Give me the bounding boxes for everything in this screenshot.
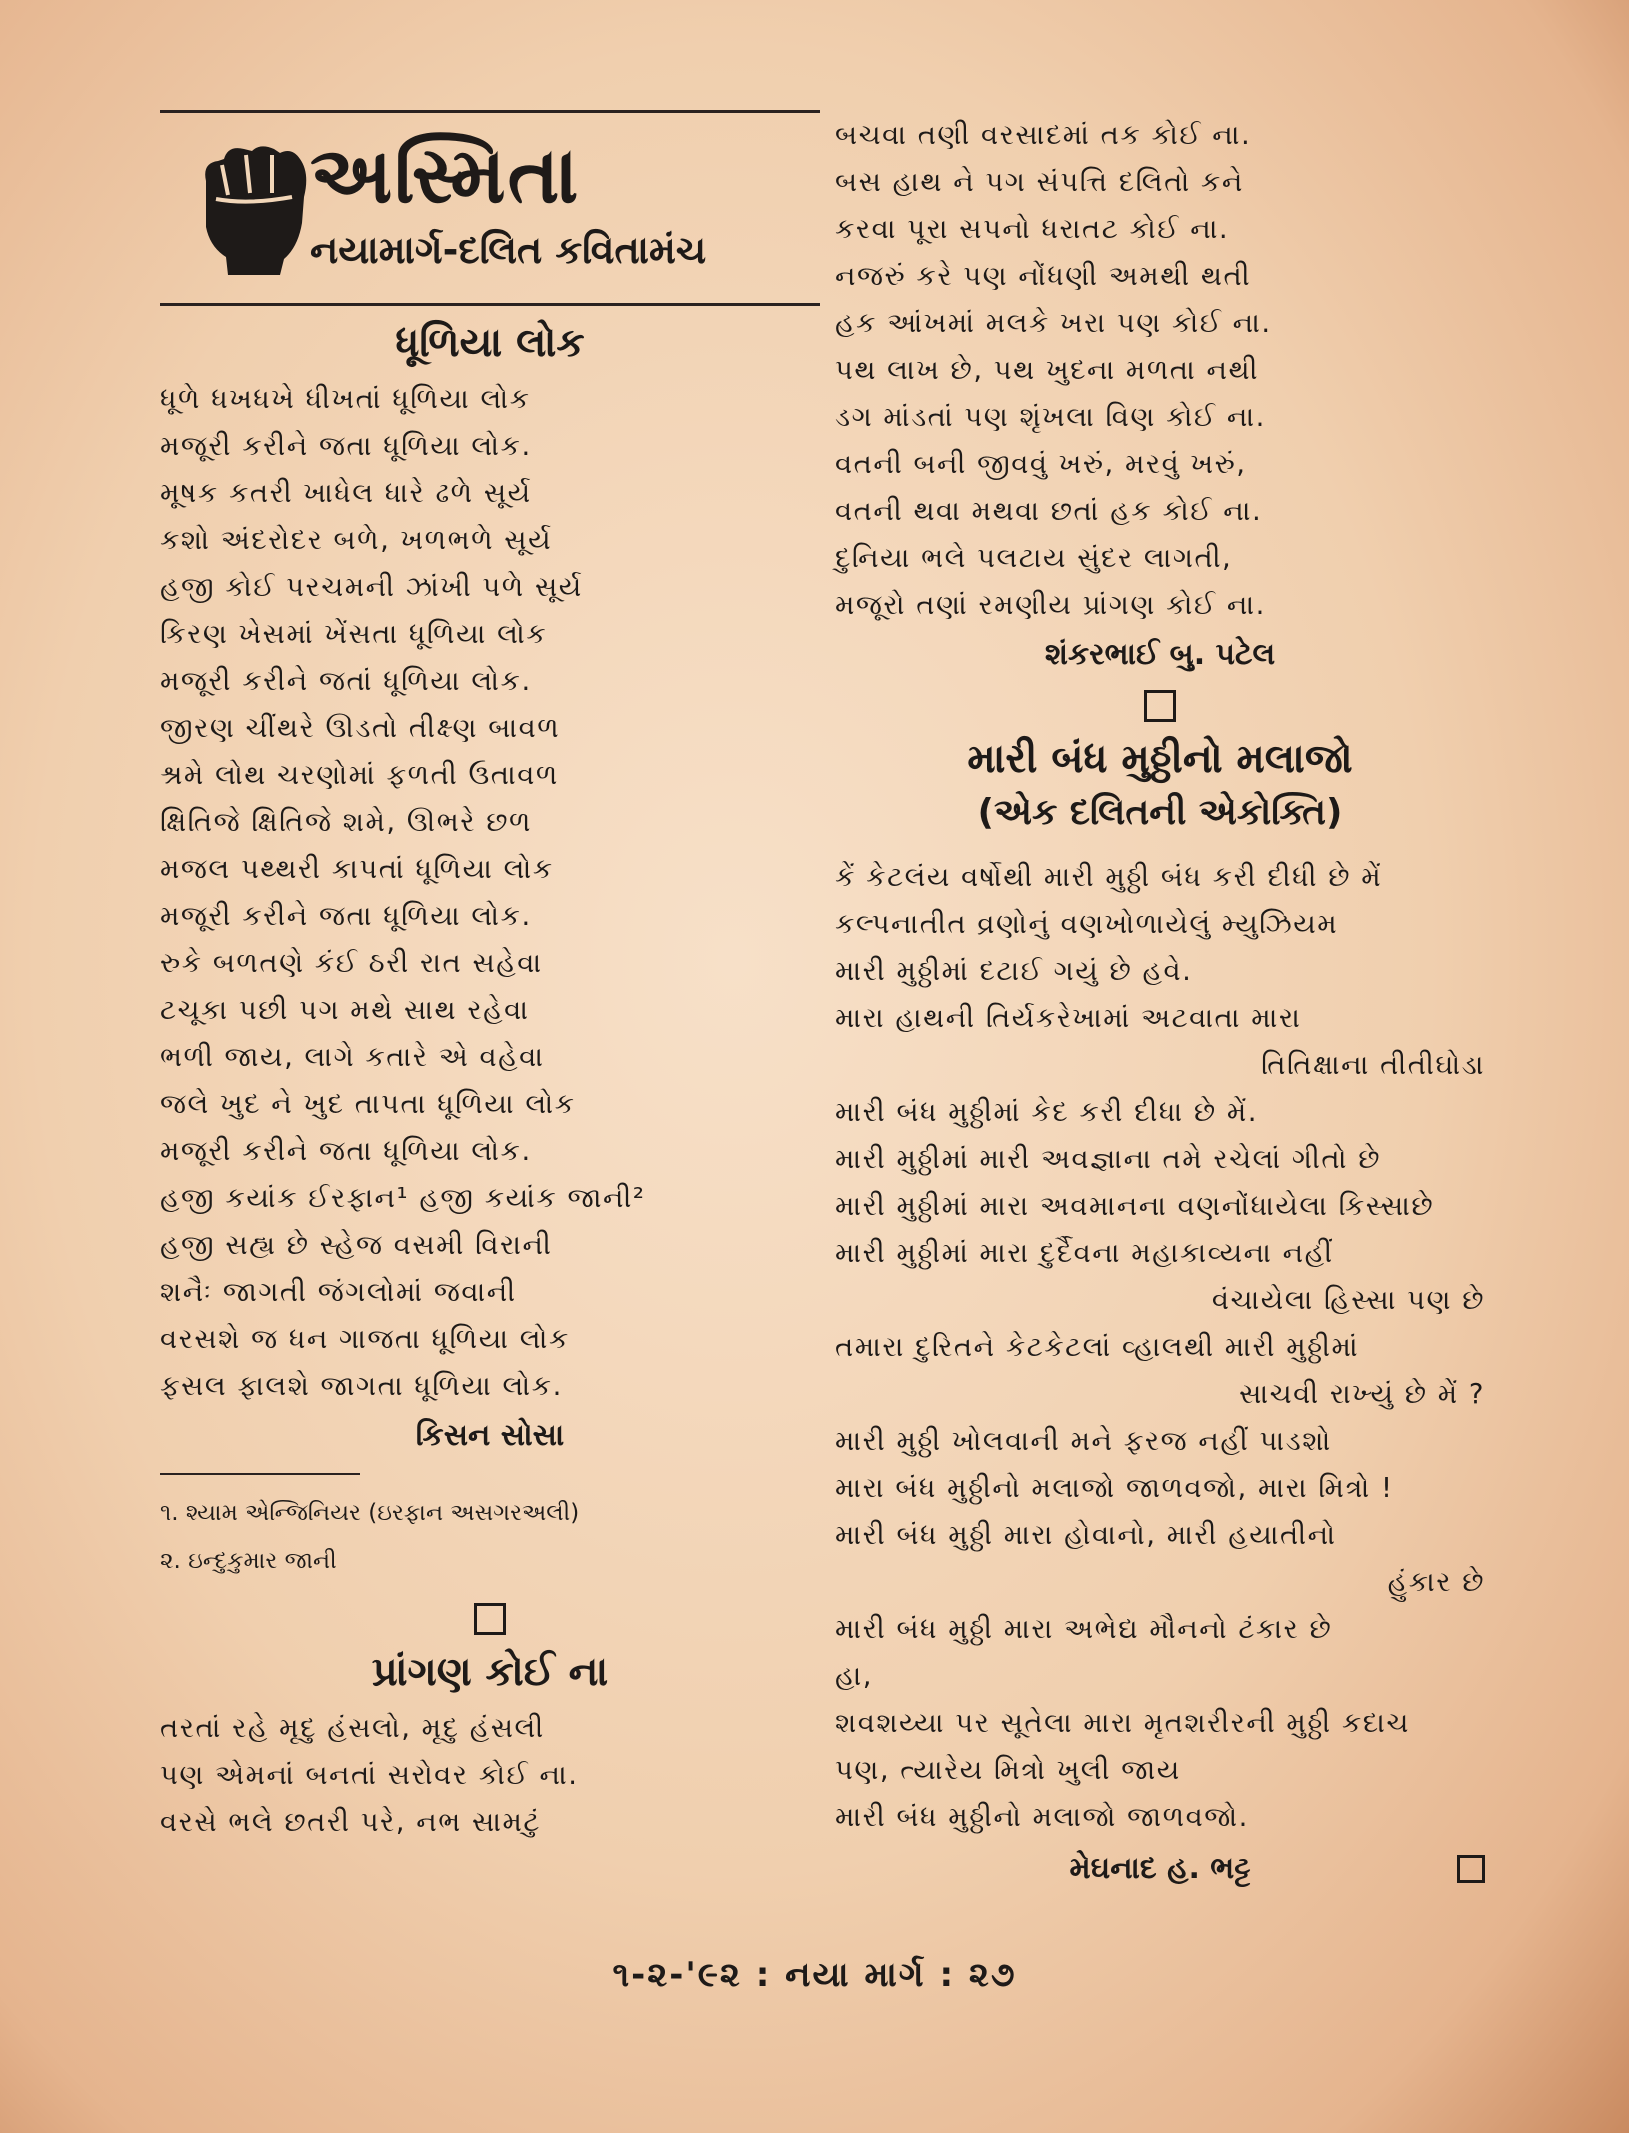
poem2-lines-left: [160, 1705, 820, 1846]
poem-line: વતની થવા મથવા છતાં હક કોઈ ના.: [835, 495, 1263, 527]
poem-line: હુંકાર છે: [1387, 1566, 1485, 1598]
poem-line: મજૂરી કરીને જતાં ધૂળિયા લોક.: [160, 665, 532, 697]
poem-line: વરસે ભલે છતરી પરે, નભ સામટું: [160, 1806, 541, 1838]
poem-line: હક આંખમાં મલકે ખરા પણ કોઈ ના.: [835, 307, 1272, 339]
poem-line: શવશય્યા પર સૂતેલા મારા મૃતશરીરની મુઠ્ઠી કદાચ: [835, 1707, 1410, 1739]
poem-line: મારી બંધ મુઠ્ઠી મારા અભેદ્ય મૌનનો ટંકાર છે: [835, 1613, 1333, 1645]
poem-line: સાચવી રાખ્યું છે મેં ?: [1239, 1378, 1485, 1410]
masthead-brand: અસ્મિતા: [310, 131, 581, 221]
poem1-footnotes: [160, 1489, 820, 1585]
poem-line: શનૈઃ જાગતી જંગલોમાં જવાની: [160, 1276, 517, 1308]
poem-line: તરતાં રહે મૃદુ હંસલો, મૃદુ હંસલી: [160, 1712, 545, 1744]
poem1-lines: [160, 376, 820, 1410]
poem-line: મારી મુઠ્ઠીમાં મારી અવજ્ઞાના તમે રચેલાં ગીતો છે: [835, 1143, 1381, 1175]
section-separator-box: [1144, 690, 1176, 722]
poem-line: મારી બંધ મુઠ્ઠીમાં કેદ કરી દીધા છે મેં.: [835, 1096, 1259, 1128]
poem-line: ફસલ ફાલશે જાગતા ધૂળિયા લોક.: [160, 1370, 563, 1402]
poem-line: પથ લાખ છે, પથ ખુદના મળતા નથી: [835, 354, 1259, 386]
poem-line: મજલ પથ્થરી કાપતાં ધૂળિયા લોક: [160, 853, 554, 885]
poem-line: મારી મુઠ્ઠીમાં દટાઈ ગયું છે હવે.: [835, 955, 1193, 987]
poem-line: વંચાયેલા હિસ્સા પણ છે: [1211, 1284, 1485, 1316]
poem-line: પણ એમનાં બનતાં સરોવર કોઈ ના.: [160, 1759, 579, 1791]
poem-line: શ્રમે લોથ ચરણોમાં ફળતી ઉતાવળ: [160, 759, 559, 791]
poem-line: પણ, ત્યારેય મિત્રો ખુલી જાય: [835, 1754, 1181, 1786]
poem-line: હજી કોઈ પરચમની ઝાંખી પળે સૂર્ય: [160, 571, 583, 603]
poem-line: રુકે બળતણે કંઈ ઠરી રાત સહેવા: [160, 947, 543, 979]
poem1-author: કિસન સોસા: [415, 1418, 565, 1453]
poem-line: હા,: [835, 1660, 874, 1692]
poem-line: મારી મુઠ્ઠીમાં મારા દુર્દૈવના મહાકાવ્યના નહીં: [835, 1237, 1334, 1269]
poem-line: કેં કેટલંય વર્ષોથી મારી મુઠ્ઠી બંધ કરી દીધી છે મેં: [835, 861, 1383, 893]
poem3-lines: [835, 854, 1485, 1841]
poem-line: મજૂરો તણાં રમણીય પ્રાંગણ કોઈ ના.: [835, 589, 1266, 621]
poem-line: મજૂરી કરીને જતા ધૂળિયા લોક.: [160, 430, 532, 462]
poem-line: ભળી જાય, લાગે કતારે એ વહેવા: [160, 1041, 545, 1073]
poem3-title: મારી બંધ મુઠ્ઠીનો મલાજો: [967, 736, 1353, 782]
raised-fist-icon: [188, 143, 313, 278]
poem-line: મારા હાથની તિર્યકરેખામાં અટવાતા મારા: [835, 1002, 1302, 1034]
poem-line: બચવા તણી વરસાદમાં તક કોઈ ના.: [835, 119, 1252, 151]
poem-line: કશો અંદરોદર બળે, ખળભળે સૂર્ય: [160, 524, 553, 556]
poem-line: ડગ માંડતાં પણ શૃંખલા વિણ કોઈ ના.: [835, 401, 1266, 433]
end-mark-box: [1457, 1855, 1485, 1883]
footnote-rule: [160, 1473, 360, 1475]
poem-line: મારા બંધ મુઠ્ઠીનો મલાજો જાળવજો, મારા મિત્રો !: [835, 1472, 1394, 1504]
poem-line: મારી મુઠ્ઠી ખોલવાની મને ફરજ નહીં પાડશો: [835, 1425, 1332, 1457]
poem-line: મૂષક કતરી ખાધેલ ધારે ઢળે સૂર્ય: [160, 477, 532, 509]
poem-line: મારી બંધ મુઠ્ઠી મારા હોવાનો, મારી હયાતીનો: [835, 1519, 1337, 1551]
right-column: [835, 112, 1485, 1886]
poem-line: બસ હાથ ને પગ સંપત્તિ દલિતો કને: [835, 166, 1244, 198]
poem1-title: ધૂળિયા લોક: [395, 320, 585, 366]
poem-line: તમારા દુરિતને કેટકેટલાં વ્હાલથી મારી મુઠ્ઠીમાં: [835, 1331, 1360, 1363]
section-separator-box: [474, 1603, 506, 1635]
page-footer: ૧-૨-'૯૨ : નયા માર્ગ : ૨૭: [612, 1955, 1017, 1995]
masthead-bottom-rule: [160, 303, 820, 306]
poem-line: ધૂળે ધખધખે ધીખતાં ધૂળિયા લોક: [160, 383, 531, 415]
poem-line: કલ્પનાતીત વ્રણોનું વણખોળાયેલું મ્યુઝિયમ: [835, 908, 1339, 940]
poem-line: હજી સહ્ય છે સ્હેજ વસમી વિરાની: [160, 1229, 553, 1261]
poem-line: વતની બની જીવવું ખરું, મરવું ખરું,: [835, 448, 1247, 480]
poem2-author: શંકરભાઈ બુ. પટેલ: [1044, 637, 1276, 672]
poem-line: હજી કયાંક ઈરફાન¹ હજી કયાંક જાની²: [160, 1182, 646, 1214]
poem-line: વરસશે જ ધન ગાજતા ધૂળિયા લોક: [160, 1323, 570, 1355]
poem-line: તિતિક્ષાના તીતીઘોડા: [1261, 1049, 1485, 1081]
poem-line: મજૂરી કરીને જતા ધૂળિયા લોક.: [160, 900, 532, 932]
poem-line: દુનિયા ભલે પલટાય સુંદર લાગતી,: [835, 542, 1233, 574]
poem-line: મારી મુઠ્ઠીમાં મારા અવમાનના વણનોંધાયેલા કિસ્સાછે: [835, 1190, 1435, 1222]
poem3-author: મેઘનાદ હ. ભટ્ટ: [1069, 1851, 1251, 1886]
poem-line: જીરણ ચીંથરે ઊડતો તીક્ષ્ણ બાવળ: [160, 712, 561, 744]
poem-line: કિરણ ખેસમાં ખેંસતા ધૂળિયા લોક: [160, 618, 548, 650]
masthead-subtitle: નયામાર્ગ-દલિત કવિતામંચ: [310, 228, 707, 272]
poem-line: મજૂરી કરીને જતા ધૂળિયા લોક.: [160, 1135, 532, 1167]
masthead: [160, 113, 820, 303]
poem-line: જલે ખુદ ને ખુદ તાપતા ધૂળિયા લોક: [160, 1088, 576, 1120]
left-column: [160, 110, 820, 1846]
poem-line: મારી બંધ મુઠ્ઠીનો મલાજો જાળવજો.: [835, 1801, 1249, 1833]
poem-line: નજરું કરે પણ નોંધણી અમથી થતી: [835, 260, 1252, 292]
poem-line: ક્ષિતિજે ક્ષિતિજે શમે, ઊભરે છળ: [160, 806, 532, 838]
poem2-lines-right: [835, 112, 1485, 629]
footnote: ૨. ઇન્દુકુમાર જાની: [160, 1548, 337, 1574]
poem2-title: પ્રાંગણ કોઈ ના: [371, 1649, 609, 1695]
poem3-subtitle: (એક દલિતની એકોક્તિ): [977, 792, 1343, 833]
poem-line: ટચૂકા પછી પગ મથે સાથ રહેવા: [160, 994, 530, 1026]
footnote: ૧. શ્યામ એન્જિનિયર (ઇરફાન અસગરઅલી): [160, 1500, 580, 1526]
poem3-author-row: [835, 1851, 1485, 1886]
poem-line: કરવા પૂરા સપનો ધરાતટ કોઈ ના.: [835, 213, 1230, 245]
